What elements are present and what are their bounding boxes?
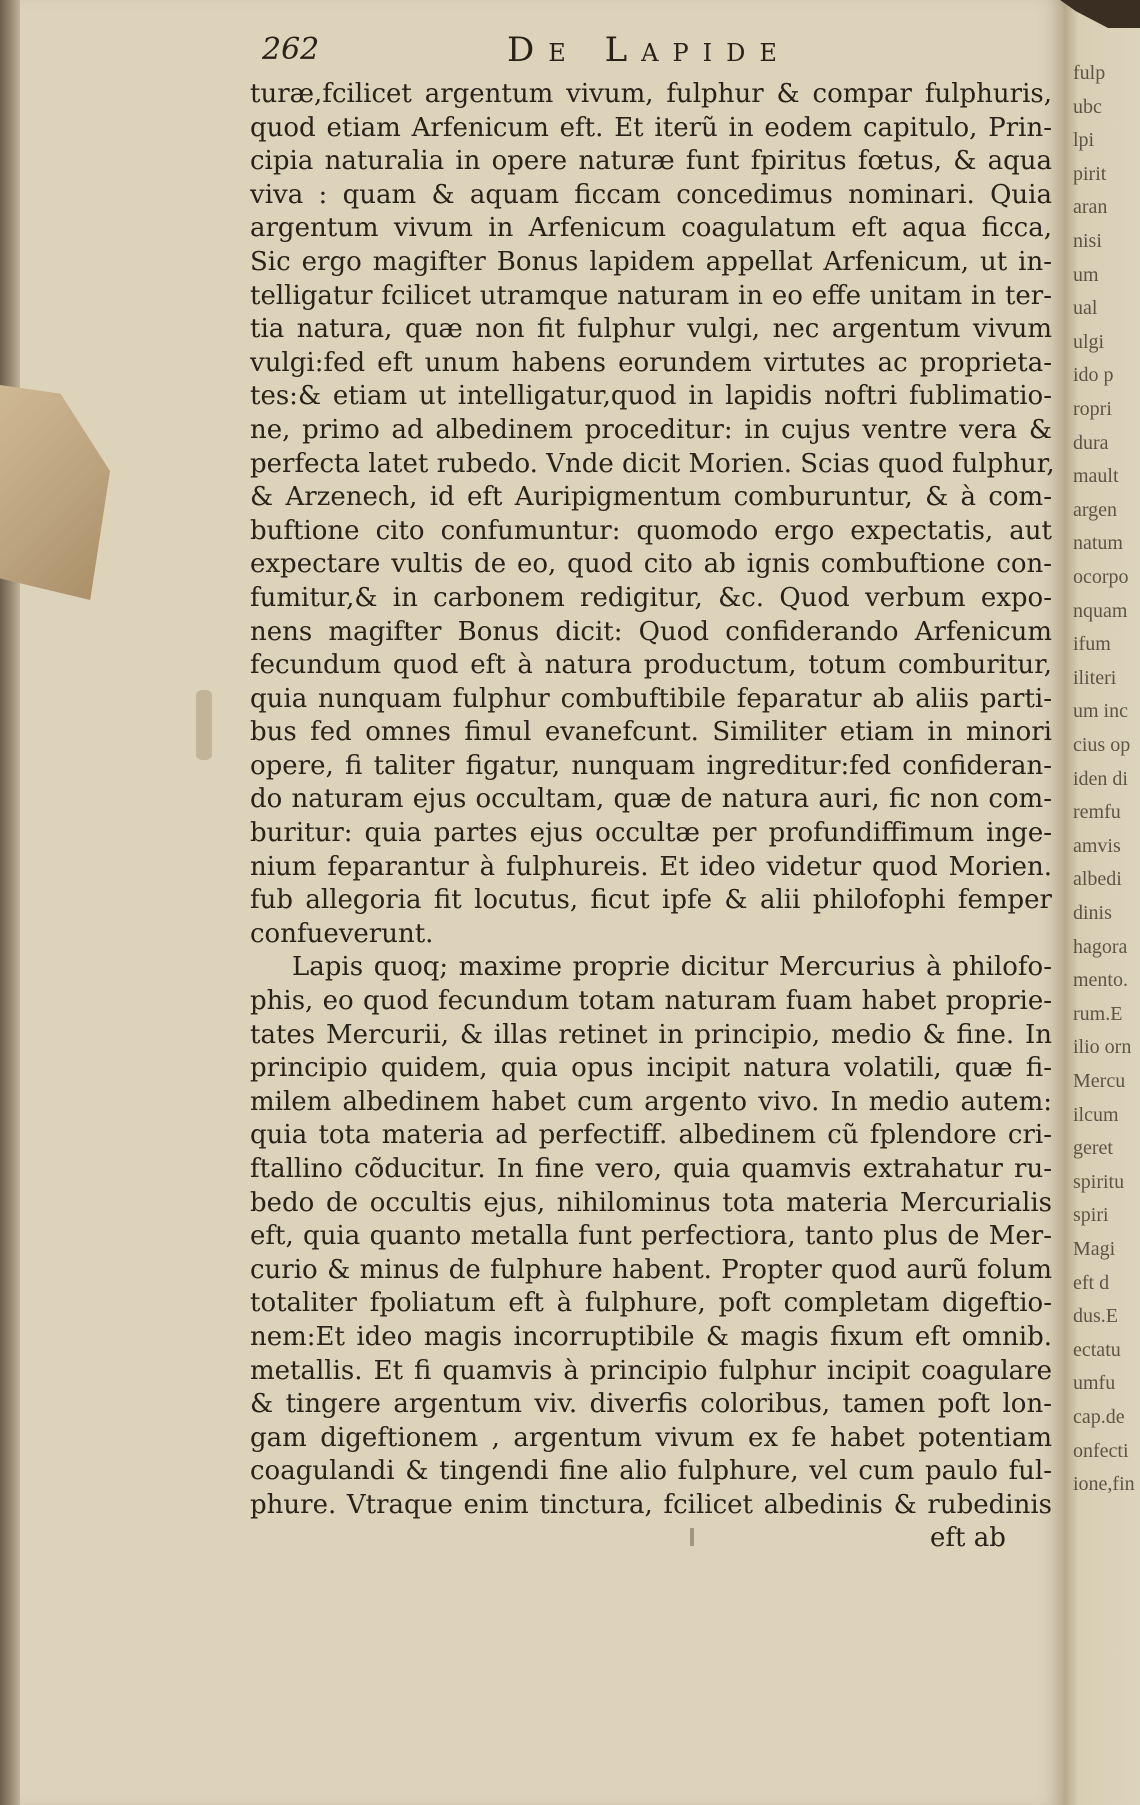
- text-line: telligatur fcilicet utramque naturam in eo effe unitam in ter-: [250, 280, 1052, 311]
- text-line: viva : quam & aquam ficcam concedimus nominari. Quia: [250, 179, 1052, 210]
- text-line: bedo de occultis ejus, nihilominus tota materia Mercurialis: [250, 1187, 1052, 1218]
- text-line: vulgi:fed eft unum habens eorundem virtutes ac proprieta-: [250, 347, 1052, 378]
- text-line: totaliter fpoliatum eft à fulphure, poft completam digeftio-: [250, 1288, 1052, 1319]
- facing-page-fragment: dura: [1073, 431, 1109, 454]
- running-title: De Lapide: [507, 30, 791, 70]
- facing-page-fragment: Magi: [1073, 1238, 1116, 1260]
- text-line: quia tota materia ad perfectiff. albedinem cũ fplendore cri-: [250, 1120, 1052, 1151]
- facing-page-fragment: geret: [1073, 1137, 1113, 1160]
- text-line: Sic ergo magifter Bonus lapidem appellat Arfenicum, ut in-: [250, 246, 1052, 277]
- facing-page-fragment: spiritu: [1073, 1170, 1125, 1193]
- text-line: ne, primo ad albedinem proceditur: in cujus ventre vera &: [250, 414, 1052, 445]
- facing-page-fragment: nisi: [1073, 230, 1102, 252]
- text-line: buftione cito confumuntur: quomodo ergo expectatis, aut: [250, 515, 1052, 546]
- facing-page-fragment: ilio orn: [1073, 1036, 1132, 1059]
- ink-mark: [690, 1528, 694, 1546]
- text-line: coagulandi & tingendi fine alio fulphure, vel cum paulo ful-: [250, 1456, 1052, 1487]
- facing-page-fragment: mento.: [1073, 969, 1128, 992]
- facing-page-fragment: hagora: [1073, 935, 1128, 958]
- facing-page-fragment: ilcum: [1073, 1103, 1119, 1126]
- text-line: buritur: quia partes ejus occultæ per profundiffimum inge-: [250, 818, 1052, 849]
- text-line: fecundum quod eft à natura productum, totum comburitur,: [250, 650, 1052, 681]
- facing-page-fragment: lpi: [1073, 129, 1095, 152]
- facing-page-fragment: nquam: [1073, 599, 1128, 622]
- facing-page-fragment: fulp: [1073, 62, 1106, 84]
- text-line: nens magifter Bonus dicit: Quod confiderando Arfenicum: [250, 616, 1052, 647]
- facing-page-fragment: aran: [1073, 196, 1108, 219]
- margin-mark: [196, 690, 212, 760]
- book-gutter: [0, 0, 22, 1805]
- facing-page-fragment: ropri: [1073, 398, 1112, 420]
- text-line: principio quidem, quia opus incipit natura volatili, quæ fi-: [250, 1053, 1052, 1084]
- facing-page-fragment: eft d: [1073, 1271, 1110, 1294]
- text-line: & Arzenech, id eft Auripigmentum comburuntur, & à com-: [250, 482, 1052, 513]
- facing-page-fragment: argen: [1073, 498, 1118, 521]
- facing-page-fragment: ione,fin: [1073, 1473, 1135, 1496]
- facing-page-fragment: mault: [1073, 465, 1119, 488]
- facing-page-fragment: cius op: [1073, 734, 1131, 756]
- text-line: quod etiam Arfenicum eft. Et iterũ in eodem capitulo, Prin-: [250, 112, 1052, 143]
- text-line: tia natura, quæ non fit fulphur vulgi, nec argentum vivum: [250, 314, 1052, 345]
- text-line: ftallino cõducitur. In fine vero, quia quamvis extrahatur ru-: [250, 1154, 1052, 1184]
- text-line: phis, eo quod fecundum totam naturam fuam habet proprie-: [250, 986, 1052, 1017]
- facing-page-fragment: um: [1073, 263, 1099, 286]
- text-line: phure. Vtraque enim tinctura, fcilicet albedinis & rubedinis: [250, 1489, 1052, 1520]
- facing-page-fragment: natum: [1073, 532, 1123, 555]
- text-line: & tingere argentum viv. diverfis coloribus, tamen poft lon-: [250, 1389, 1052, 1420]
- facing-page-fragment: iden di: [1073, 767, 1128, 790]
- text-line: bus fed omnes fimul evanefcunt. Similiter etiam in minori: [250, 717, 1052, 748]
- text-line: cipia naturalia in opere naturæ funt fpiritus fœtus, & aqua: [250, 146, 1052, 177]
- facing-page-fragment: ulgi: [1073, 330, 1105, 353]
- text-line: expectare vultis de eo, quod cito ab ignis combuftione con-: [250, 549, 1052, 580]
- facing-page-fragment: rum.E: [1073, 1002, 1123, 1025]
- text-line: nium feparantur à fulphureis. Et ideo videtur quod Morien.: [250, 851, 1052, 882]
- text-line: eft, quia quanto metalla funt perfectiora, tanto plus de Mer-: [250, 1221, 1052, 1252]
- facing-page-fragment: onfecti: [1073, 1439, 1129, 1462]
- facing-page-fragment: ido p: [1073, 364, 1114, 387]
- facing-page-fragment: iliteri: [1073, 666, 1117, 689]
- facing-page-fragment: cap.de: [1073, 1406, 1125, 1428]
- facing-page-fragment: spiri: [1073, 1204, 1109, 1227]
- facing-page-strip: [1065, 0, 1140, 1805]
- text-line: quia nunquam fulphur combuftibile feparatur ab aliis parti-: [250, 683, 1052, 714]
- text-line: milem albedinem habet cum argento vivo. In medio autem:: [250, 1086, 1052, 1117]
- text-line: gam digeftionem , argentum vivum ex fe habet potentiam: [250, 1422, 1052, 1453]
- text-line: Lapis quoq; maxime proprie dicitur Mercurius à philofo-: [292, 952, 1052, 983]
- facing-page-fragment: ual: [1073, 297, 1098, 320]
- facing-page-fragment: ubc: [1073, 95, 1102, 118]
- catchword: eft ab: [930, 1523, 1006, 1553]
- text-line: curio & minus de fulphure habent. Propter quod aurũ folum: [250, 1254, 1052, 1285]
- facing-page-fragment: umfu: [1073, 1372, 1116, 1395]
- facing-page-fragment: dinis: [1073, 902, 1112, 924]
- text-line: turæ,fcilicet argentum vivum, fulphur & compar fulphuris,: [250, 79, 1052, 109]
- text-line: confueverunt.: [250, 918, 434, 949]
- text-line: opere, fi taliter figatur, nunquam ingreditur:fed confideran-: [250, 750, 1052, 781]
- page-header: [262, 32, 1052, 76]
- text-line: perfecta latet rubedo. Vnde dicit Morien. Scias quod fulphur,: [250, 448, 1055, 479]
- facing-page-fragment: remfu: [1073, 801, 1121, 824]
- text-line: nem:Et ideo magis incorruptibile & magis fixum eft omnib.: [250, 1321, 1052, 1352]
- facing-page-fragment: dus.E: [1073, 1305, 1118, 1328]
- text-line: fub allegoria fit locutus, ficut ipfe & alii philofophi femper: [250, 885, 1052, 916]
- text-line: argentum vivum in Arfenicum coagulatum eft aqua ficca,: [250, 213, 1052, 244]
- facing-page-fragment: ocorpo: [1073, 566, 1129, 588]
- text-line: metallis. Et fi quamvis à principio fulphur incipit coagulare: [250, 1355, 1052, 1386]
- facing-page-fragment: pirit: [1073, 162, 1107, 185]
- facing-page-fragment: amvis: [1073, 834, 1121, 857]
- facing-page-fragment: um inc: [1073, 700, 1128, 723]
- text-line: do naturam ejus occultam, quæ de natura auri, fic non com-: [250, 784, 1052, 815]
- page-number: 262: [262, 32, 320, 67]
- facing-page-fragment: Mercu: [1073, 1070, 1126, 1092]
- text-line: tates Mercurii, & illas retinet in principio, medio & fine. In: [250, 1019, 1052, 1050]
- facing-page-fragment: ifum: [1073, 633, 1111, 656]
- facing-page-fragment: ectatu: [1073, 1338, 1121, 1361]
- body-text: [250, 78, 1055, 1523]
- text-line: tes:& etiam ut intelligatur,quod in lapidis noftri fublimatio-: [250, 381, 1052, 412]
- text-line: fumitur,& in carbonem redigitur, &c. Quod verbum expo-: [250, 582, 1052, 613]
- facing-page-fragment: albedi: [1073, 868, 1122, 891]
